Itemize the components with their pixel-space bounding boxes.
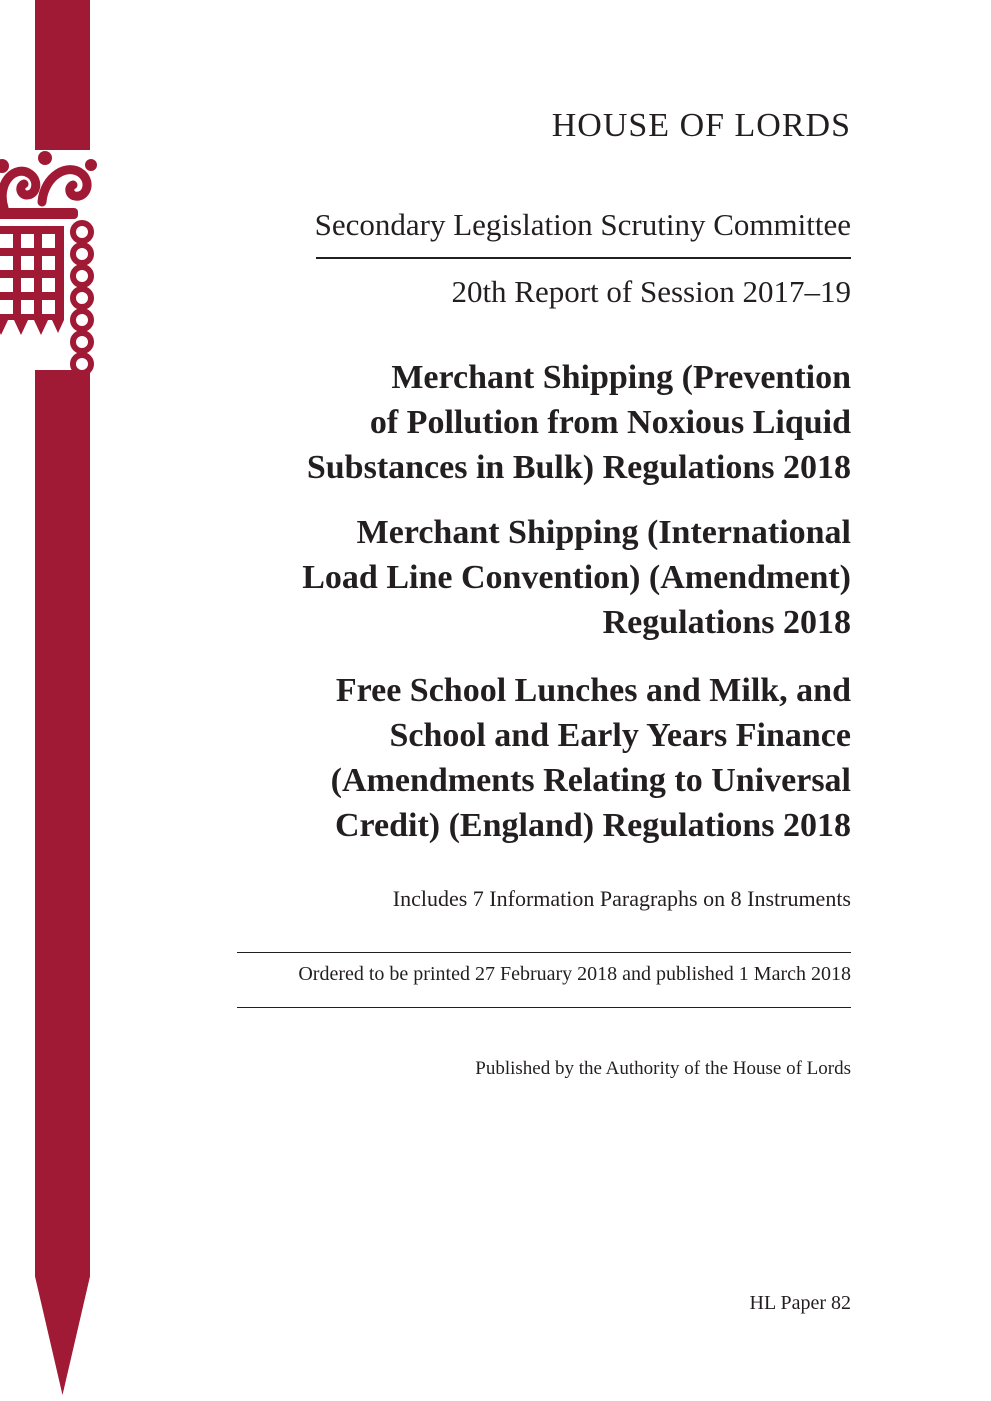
title-line: Credit) (England) Regulations 2018 — [334, 807, 851, 844]
title-line: School and Early Years Finance — [389, 717, 851, 754]
committee-name: Secondary Legislation Scrutiny Committee — [314, 207, 851, 242]
house-title: HOUSE OF LORDS — [551, 107, 851, 144]
includes-note: Includes 7 Information Paragraphs on 8 Instruments — [392, 886, 851, 911]
instrument-title-1 — [186, 355, 851, 490]
paper-reference: HL Paper 82 — [749, 1292, 851, 1314]
title-line: Substances in Bulk) Regulations 2018 — [306, 449, 851, 486]
title-line: Load Line Convention) (Amendment) — [302, 559, 851, 596]
title-line: Merchant Shipping (International — [356, 514, 851, 551]
instrument-title-3 — [186, 668, 851, 848]
published-note: Published by the Authority of the House of Lords — [475, 1058, 851, 1079]
committee-divider-rule — [316, 257, 851, 259]
instrument-title-2 — [186, 510, 851, 645]
title-line: Free School Lunches and Milk, and — [335, 672, 851, 709]
title-line: Regulations 2018 — [602, 604, 851, 641]
session-report-line: 20th Report of Session 2017–19 — [451, 274, 851, 309]
portcullis-emblem-icon — [0, 148, 108, 380]
ordered-divider-rule-bottom — [237, 1007, 851, 1008]
title-line: of Pollution from Noxious Liquid — [369, 404, 851, 441]
ordered-note: Ordered to be printed 27 February 2018 and published 1 March 2018 — [298, 963, 851, 985]
title-line: Merchant Shipping (Prevention — [391, 359, 851, 396]
ordered-divider-rule-top — [237, 952, 851, 953]
cover-content — [186, 0, 851, 1401]
title-line: (Amendments Relating to Universal — [330, 762, 851, 799]
portcullis-svg — [0, 148, 108, 380]
